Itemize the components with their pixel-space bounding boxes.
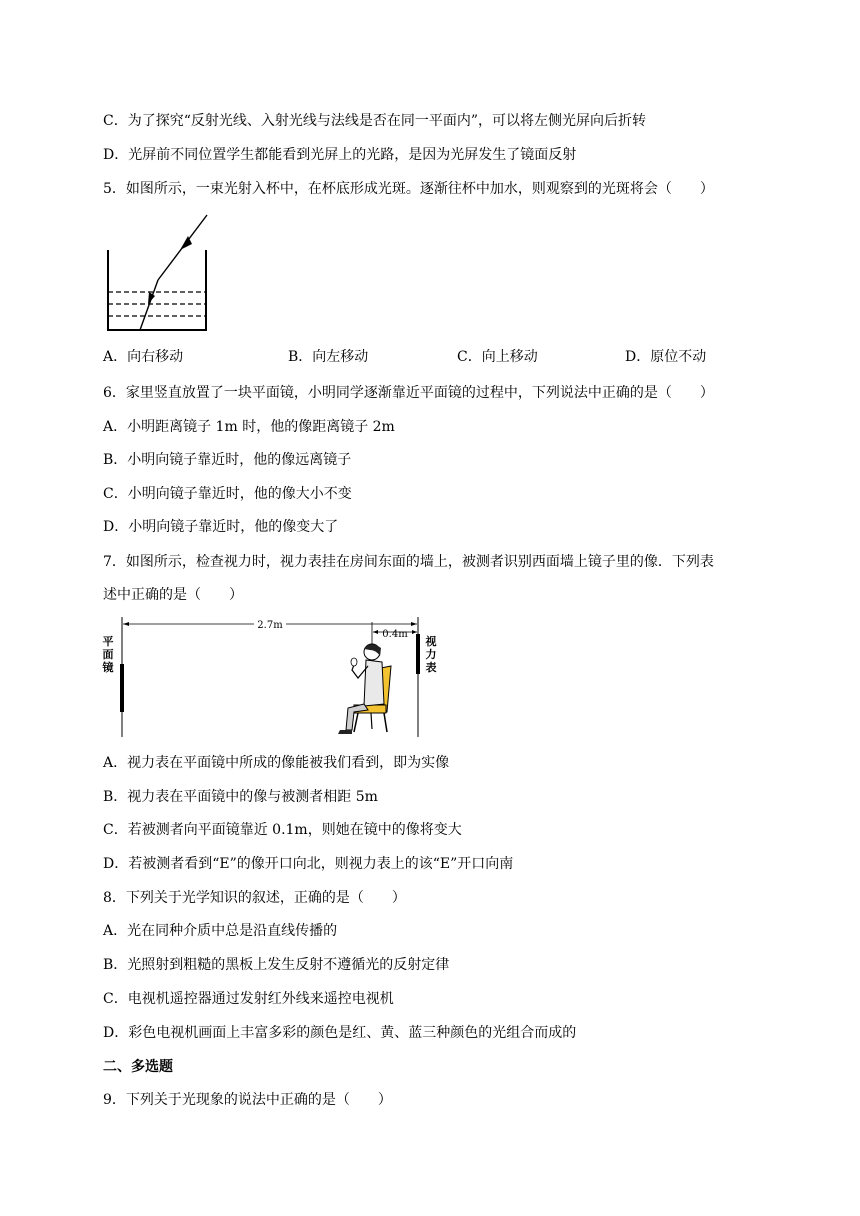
mirror-label-3: 镜 — [102, 661, 114, 674]
q6-option-d: D．小明向镜子靠近时，他的像变大了 — [103, 519, 339, 535]
q7-option-c: C．若被测者向平面镜靠近 0.1m，则她在镜中的像将变大 — [103, 822, 462, 838]
q8-option-a: A．光在同种介质中总是沿直线传播的 — [103, 923, 338, 939]
chart-label-2: 力 — [425, 648, 437, 661]
mirror-label-1: 平 — [102, 635, 114, 648]
q5-option-b: B．向左移动 — [288, 349, 369, 365]
q7-option-d: D．若被测者看到“E”的像开口向北，则视力表上的该“E”开口向南 — [103, 856, 514, 872]
seated-person-illustration — [338, 644, 391, 734]
figure-7-eye-test-diagram — [100, 612, 445, 742]
mirror-label-2: 面 — [102, 648, 114, 661]
q5-option-c: C．向上移动 — [457, 349, 538, 365]
question-7-line-2: 述中正确的是（ ） — [103, 587, 243, 603]
q4-option-d: D．光屏前不同位置学生都能看到光屏上的光路，是因为光屏发生了镜面反射 — [103, 147, 577, 163]
question-6: 6．家里竖直放置了一块平面镜，小明同学逐渐靠近平面镜的过程中，下列说法中正确的是（ ） — [103, 385, 714, 401]
q5-options — [103, 348, 743, 366]
q6-option-b: B．小明向镜子靠近时，他的像远离镜子 — [103, 452, 352, 468]
q8-option-c: C．电视机遥控器通过发射红外线来遥控电视机 — [103, 991, 394, 1007]
q7-option-b: B．视力表在平面镜中的像与被测者相距 5m — [103, 789, 378, 805]
question-5: 5．如图所示，一束光射入杯中，在杯底形成光斑。逐渐往杯中加水，则观察到的光斑将会（ ） — [103, 181, 714, 197]
q5-option-a: A．向右移动 — [103, 349, 184, 365]
q5-option-d: D．原位不动 — [625, 349, 707, 365]
question-8: 8．下列关于光学知识的叙述，正确的是（ ） — [103, 890, 406, 906]
distance-total-label: 2.7m — [257, 620, 283, 631]
chart-label-3: 表 — [425, 661, 437, 674]
question-9: 9．下列关于光现象的说法中正确的是（ ） — [103, 1092, 392, 1108]
chart-label-1: 视 — [425, 635, 437, 648]
q8-option-d: D．彩色电视机画面上丰富多彩的颜色是红、黄、蓝三种颜色的光组合而成的 — [103, 1025, 577, 1041]
q4-option-c: C．为了探究“反射光线、入射光线与法线是否在同一平面内”，可以将左侧光屏向后折转 — [103, 113, 647, 129]
q6-option-a: A．小明距离镜子 1m 时，他的像距离镜子 2m — [103, 419, 395, 435]
distance-chart-label: 0.4m — [382, 629, 408, 640]
q6-option-c: C．小明向镜子靠近时，他的像大小不变 — [103, 486, 352, 502]
q8-option-b: B．光照射到粗糙的黑板上发生反射不遵循光的反射定律 — [103, 957, 450, 973]
question-7-line-1: 7．如图所示，检查视力时，视力表挂在房间东面的墙上，被测者识别西面墙上镜子里的像．下列表 — [103, 554, 714, 570]
figure-5-cup-diagram — [100, 210, 215, 335]
q7-option-a: A．视力表在平面镜中所成的像能被我们看到，即为实像 — [103, 755, 450, 771]
section-heading-multiple-choice: 二、多选题 — [103, 1059, 173, 1075]
